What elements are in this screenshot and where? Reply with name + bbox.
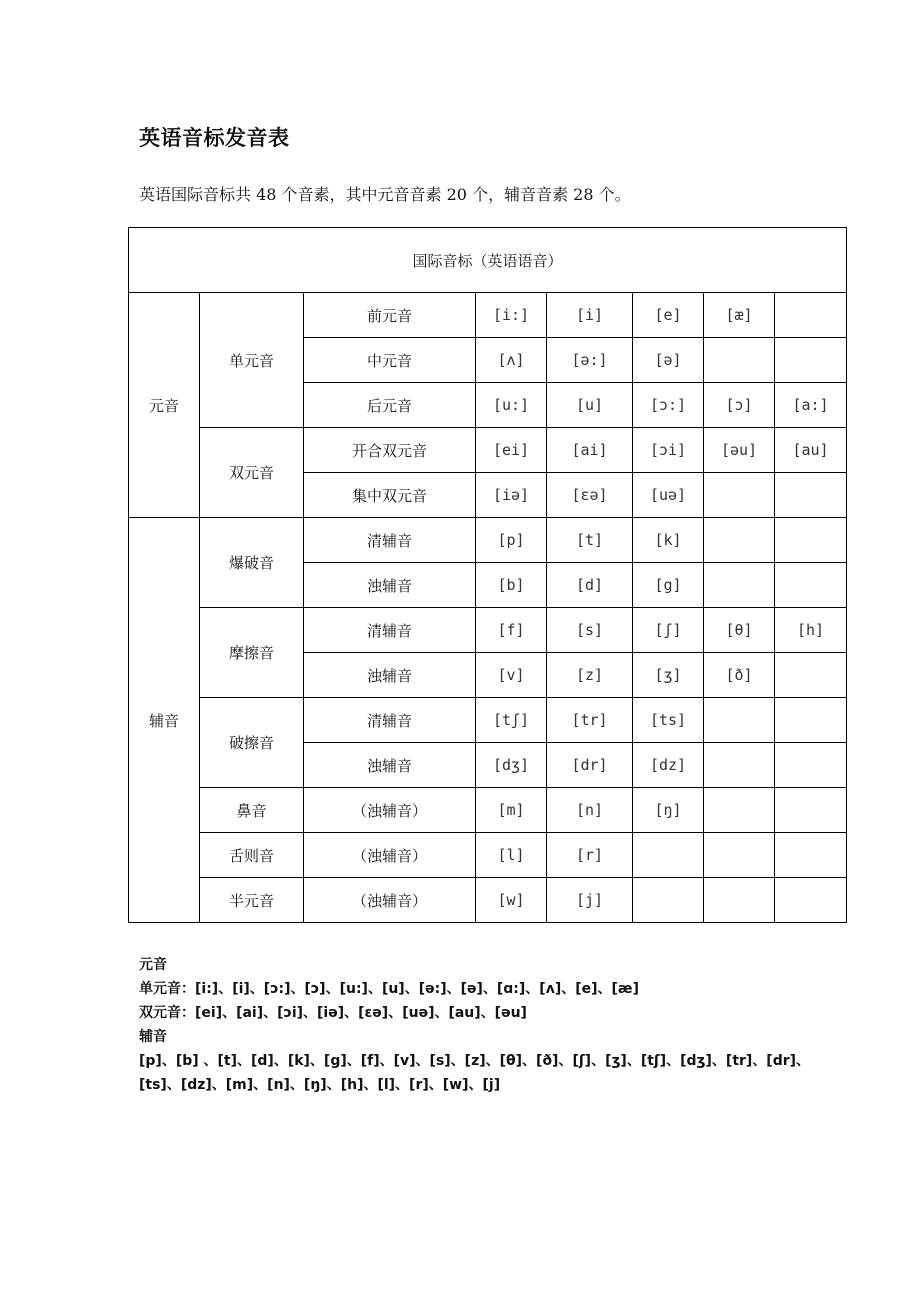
ipa-symbol: [l] <box>476 833 547 878</box>
ipa-symbol: [ŋ] <box>633 788 704 833</box>
diphthong-group: 双元音 <box>200 428 304 518</box>
ipa-symbol: [k] <box>633 518 704 563</box>
ipa-symbol: [dz] <box>633 743 704 788</box>
ipa-symbol <box>775 293 847 338</box>
ipa-symbol: [s] <box>547 608 633 653</box>
ipa-symbol: [i:] <box>476 293 547 338</box>
ipa-symbol: [ts] <box>633 698 704 743</box>
row-label: 前元音 <box>304 293 476 338</box>
row-label: 浊辅音 <box>304 563 476 608</box>
ipa-symbol: [r] <box>547 833 633 878</box>
ipa-symbol <box>775 833 847 878</box>
ipa-symbol: [æ] <box>704 293 775 338</box>
ipa-symbol <box>704 788 775 833</box>
ipa-symbol: [f] <box>476 608 547 653</box>
ipa-symbol <box>775 788 847 833</box>
row-label: 清辅音 <box>304 698 476 743</box>
row-label: 浊辅音 <box>304 653 476 698</box>
ipa-symbol: [əu] <box>704 428 775 473</box>
vowel-category: 元音 <box>129 293 200 518</box>
ipa-symbol: [p] <box>476 518 547 563</box>
table-row <box>129 293 847 338</box>
ipa-symbol: [i] <box>547 293 633 338</box>
ipa-symbol: [u:] <box>476 383 547 428</box>
ipa-symbol: [m] <box>476 788 547 833</box>
diphthong-list: 双元音：[ei]、[ai]、[ɔi]、[iə]、[ɛə]、[uə]、[au]、[əu] <box>139 1005 527 1021</box>
ipa-symbol: [tʃ] <box>476 698 547 743</box>
ipa-symbol <box>775 473 847 518</box>
ipa-symbol: [ɔ:] <box>633 383 704 428</box>
plosive-group: 爆破音 <box>200 518 304 608</box>
ipa-symbol <box>704 878 775 923</box>
ipa-symbol <box>775 698 847 743</box>
table-row <box>129 428 847 473</box>
ipa-symbol <box>704 473 775 518</box>
ipa-symbol: [u] <box>547 383 633 428</box>
affricate-group: 破擦音 <box>200 698 304 788</box>
ipa-symbol <box>775 518 847 563</box>
row-label: 清辅音 <box>304 608 476 653</box>
ipa-symbol: [t] <box>547 518 633 563</box>
ipa-symbol: [ɔi] <box>633 428 704 473</box>
ipa-symbol: [au] <box>775 428 847 473</box>
ipa-symbol <box>633 833 704 878</box>
ipa-symbol: [g] <box>633 563 704 608</box>
row-label: （浊辅音） <box>304 878 476 923</box>
table-row <box>129 833 847 878</box>
ipa-symbol <box>775 878 847 923</box>
intro-text: 英语国际音标共 48 个音素，其中元音音素 20 个，辅音音素 28 个。 <box>139 185 631 204</box>
row-label: （浊辅音） <box>304 788 476 833</box>
nasal-group: 鼻音 <box>200 788 304 833</box>
ipa-symbol: [j] <box>547 878 633 923</box>
ipa-symbol <box>704 338 775 383</box>
ipa-symbol <box>704 518 775 563</box>
row-label: 中元音 <box>304 338 476 383</box>
ipa-symbol <box>775 653 847 698</box>
ipa-symbol: [tr] <box>547 698 633 743</box>
ipa-symbol: [ɔ] <box>704 383 775 428</box>
ipa-symbol: [ð] <box>704 653 775 698</box>
ipa-symbol: [e] <box>633 293 704 338</box>
table-row <box>129 878 847 923</box>
ipa-table <box>128 227 847 923</box>
row-label: 浊辅音 <box>304 743 476 788</box>
row-label: 后元音 <box>304 383 476 428</box>
ipa-symbol: [θ] <box>704 608 775 653</box>
monophthong-list: 单元音：[i:]、[i]、[ɔ:]、[ɔ]、[u:]、[u]、[ə:]、[ə]、[ɑ:]、[ʌ]、[e]、[æ] <box>139 981 639 997</box>
ipa-symbol <box>775 563 847 608</box>
ipa-symbol: [b] <box>476 563 547 608</box>
row-label: 开合双元音 <box>304 428 476 473</box>
ipa-symbol: [z] <box>547 653 633 698</box>
ipa-symbol <box>704 833 775 878</box>
ipa-symbol: [ai] <box>547 428 633 473</box>
ipa-symbol: [ʃ] <box>633 608 704 653</box>
table-row <box>129 698 847 743</box>
ipa-symbol: [ə:] <box>547 338 633 383</box>
table-row <box>129 608 847 653</box>
ipa-symbol: [n] <box>547 788 633 833</box>
ipa-symbol <box>775 338 847 383</box>
ipa-symbol: [d] <box>547 563 633 608</box>
consonant-list-line2: [ts]、[dz]、[m]、[n]、[ŋ]、[h]、[l]、[r]、[w]、[j] <box>139 1077 501 1093</box>
row-label: 集中双元音 <box>304 473 476 518</box>
table-row <box>129 518 847 563</box>
ipa-symbol <box>633 878 704 923</box>
row-label: （浊辅音） <box>304 833 476 878</box>
consonant-heading: 辅音 <box>139 1029 167 1045</box>
consonant-category: 辅音 <box>129 518 200 923</box>
table-header: 国际音标（英语语音） <box>129 228 847 293</box>
ipa-symbol <box>775 743 847 788</box>
row-label: 清辅音 <box>304 518 476 563</box>
page-title: 英语音标发音表 <box>139 126 290 150</box>
table-row <box>129 788 847 833</box>
ipa-symbol: [a:] <box>775 383 847 428</box>
monophthong-group: 单元音 <box>200 293 304 428</box>
summary-notes <box>139 953 810 1097</box>
vowel-heading: 元音 <box>139 957 167 973</box>
ipa-symbol: [h] <box>775 608 847 653</box>
ipa-symbol: [iə] <box>476 473 547 518</box>
ipa-symbol: [ə] <box>633 338 704 383</box>
ipa-symbol: [ʌ] <box>476 338 547 383</box>
ipa-symbol: [w] <box>476 878 547 923</box>
ipa-symbol: [v] <box>476 653 547 698</box>
ipa-symbol: [ʒ] <box>633 653 704 698</box>
ipa-symbol: [dʒ] <box>476 743 547 788</box>
ipa-symbol: [dr] <box>547 743 633 788</box>
ipa-symbol <box>704 698 775 743</box>
ipa-symbol: [ei] <box>476 428 547 473</box>
lateral-group: 舌则音 <box>200 833 304 878</box>
semivowel-group: 半元音 <box>200 878 304 923</box>
consonant-list-line1: [p]、[b] 、[t]、[d]、[k]、[g]、[f]、[v]、[s]、[z]、[θ]、[ð]、[ʃ]、[ʒ]、[tʃ]、[dʒ]、[tr]、[dr]、 <box>139 1053 811 1069</box>
ipa-symbol <box>704 563 775 608</box>
ipa-symbol <box>704 743 775 788</box>
ipa-symbol: [uə] <box>633 473 704 518</box>
fricative-group: 摩擦音 <box>200 608 304 698</box>
ipa-symbol: [ɛə] <box>547 473 633 518</box>
